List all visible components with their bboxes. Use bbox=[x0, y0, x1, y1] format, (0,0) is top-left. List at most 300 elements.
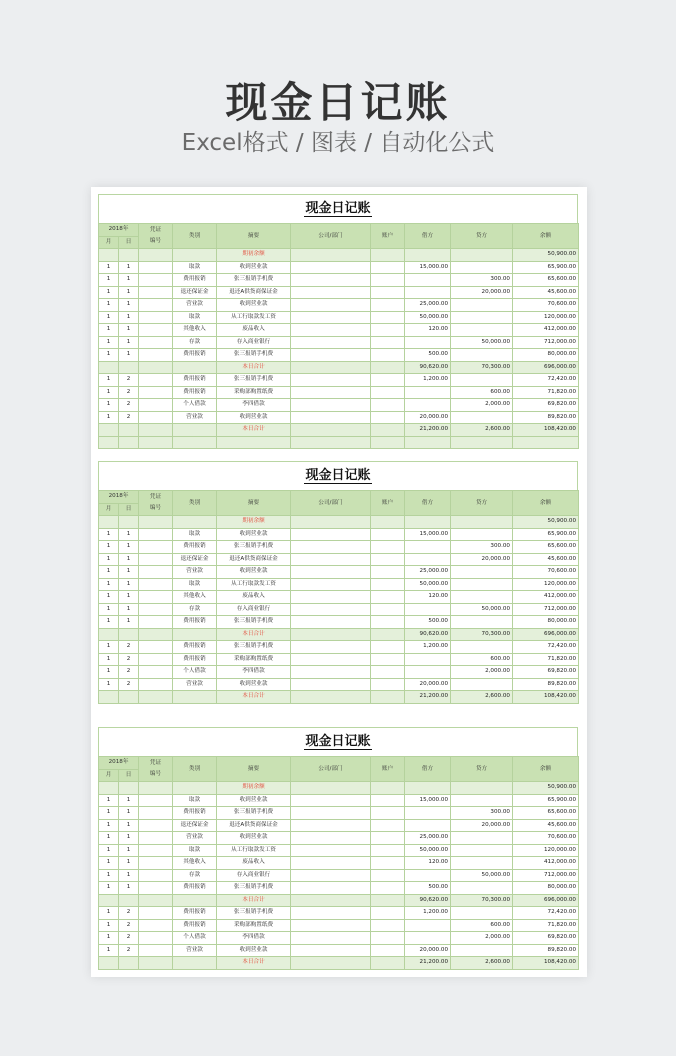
cell-voucher bbox=[139, 832, 173, 845]
cell-debit bbox=[405, 807, 451, 820]
cell-balance: 50,900.00 bbox=[513, 249, 579, 262]
cell-category bbox=[173, 628, 217, 641]
cell-balance: 65,900.00 bbox=[513, 261, 579, 274]
cell-voucher bbox=[139, 628, 173, 641]
cell-voucher bbox=[139, 882, 173, 895]
cell-company bbox=[291, 794, 371, 807]
cell-account bbox=[371, 857, 405, 870]
cell-balance: 712,000.00 bbox=[513, 336, 579, 349]
cell-summary: 张三报销手机费 bbox=[217, 807, 291, 820]
cell-category: 取款 bbox=[173, 794, 217, 807]
cell-credit bbox=[451, 616, 513, 629]
table-row bbox=[99, 566, 579, 579]
table-row bbox=[99, 541, 579, 554]
cell-voucher bbox=[139, 807, 173, 820]
header-month: 月 bbox=[99, 769, 119, 782]
cell-account bbox=[371, 361, 405, 374]
table-row bbox=[99, 324, 579, 337]
cell-month: 1 bbox=[99, 616, 119, 629]
cell-account bbox=[371, 591, 405, 604]
cell-balance bbox=[513, 436, 579, 449]
cell-month bbox=[99, 894, 119, 907]
cell-category: 费用报销 bbox=[173, 616, 217, 629]
cell-account bbox=[371, 261, 405, 274]
cell-day: 2 bbox=[119, 411, 139, 424]
cell-category: 退还保证金 bbox=[173, 553, 217, 566]
cell-month: 1 bbox=[99, 336, 119, 349]
header-company: 公司/部门 bbox=[291, 224, 371, 249]
cell-debit bbox=[405, 782, 451, 795]
cell-debit: 15,000.00 bbox=[405, 528, 451, 541]
table-row bbox=[99, 907, 579, 920]
cell-day: 2 bbox=[119, 399, 139, 412]
table-row bbox=[99, 832, 579, 845]
table-row bbox=[99, 603, 579, 616]
opening-balance-row bbox=[99, 516, 579, 529]
cell-balance: 69,820.00 bbox=[513, 666, 579, 679]
cell-summary: 从工行取款发工资 bbox=[217, 578, 291, 591]
sheet-title bbox=[98, 727, 578, 756]
ledger-table bbox=[98, 490, 579, 704]
cell-day: 1 bbox=[119, 882, 139, 895]
cell-credit bbox=[451, 261, 513, 274]
cell-day: 2 bbox=[119, 932, 139, 945]
cell-voucher bbox=[139, 794, 173, 807]
cell-day: 1 bbox=[119, 349, 139, 362]
table-row bbox=[99, 336, 579, 349]
cell-debit: 50,000.00 bbox=[405, 578, 451, 591]
cell-day: 1 bbox=[119, 553, 139, 566]
cell-day: 1 bbox=[119, 844, 139, 857]
cell-month: 1 bbox=[99, 286, 119, 299]
cell-day: 2 bbox=[119, 386, 139, 399]
cell-account bbox=[371, 324, 405, 337]
cell-voucher bbox=[139, 616, 173, 629]
cell-account bbox=[371, 819, 405, 832]
cell-day bbox=[119, 424, 139, 437]
cell-day bbox=[119, 361, 139, 374]
cell-balance: 120,000.00 bbox=[513, 578, 579, 591]
table-row bbox=[99, 882, 579, 895]
cell-voucher bbox=[139, 678, 173, 691]
header-month: 月 bbox=[99, 503, 119, 516]
cell-credit bbox=[451, 678, 513, 691]
cell-balance: 72,420.00 bbox=[513, 641, 579, 654]
cell-voucher bbox=[139, 666, 173, 679]
table-row bbox=[99, 299, 579, 312]
cell-day: 1 bbox=[119, 591, 139, 604]
cell-day: 1 bbox=[119, 832, 139, 845]
cell-day: 2 bbox=[119, 653, 139, 666]
cell-debit bbox=[405, 286, 451, 299]
cell-category: 退还保证金 bbox=[173, 819, 217, 832]
cell-month: 1 bbox=[99, 299, 119, 312]
cell-category bbox=[173, 361, 217, 374]
cell-month: 1 bbox=[99, 578, 119, 591]
daily-total-row bbox=[99, 691, 579, 704]
cell-credit: 2,000.00 bbox=[451, 399, 513, 412]
cell-summary: 本日合计 bbox=[217, 361, 291, 374]
header-voucher-line2: 编号 bbox=[149, 238, 162, 244]
cell-company bbox=[291, 399, 371, 412]
cell-account bbox=[371, 311, 405, 324]
cell-month: 1 bbox=[99, 261, 119, 274]
cell-credit bbox=[451, 641, 513, 654]
cell-credit bbox=[451, 782, 513, 795]
cell-credit: 70,300.00 bbox=[451, 894, 513, 907]
cell-month: 1 bbox=[99, 349, 119, 362]
header-voucher-line2: 编号 bbox=[149, 771, 162, 777]
cell-category: 存款 bbox=[173, 603, 217, 616]
cell-summary: 张三报销手机费 bbox=[217, 349, 291, 362]
cell-company bbox=[291, 386, 371, 399]
cell-voucher bbox=[139, 399, 173, 412]
cell-company bbox=[291, 907, 371, 920]
header-company: 公司/部门 bbox=[291, 491, 371, 516]
cell-company bbox=[291, 349, 371, 362]
cell-day: 1 bbox=[119, 616, 139, 629]
cell-month: 1 bbox=[99, 857, 119, 870]
cell-summary: 退还A供货商保证金 bbox=[217, 286, 291, 299]
table-row bbox=[99, 919, 579, 932]
cell-day: 2 bbox=[119, 944, 139, 957]
header-category: 类别 bbox=[173, 757, 217, 782]
table-row bbox=[99, 944, 579, 957]
cell-balance: 696,000.00 bbox=[513, 628, 579, 641]
cell-voucher bbox=[139, 957, 173, 970]
cell-company bbox=[291, 274, 371, 287]
sheet-title bbox=[98, 461, 578, 490]
ledger-sheet-1 bbox=[98, 194, 578, 449]
header-debit: 借方 bbox=[405, 224, 451, 249]
cell-day: 1 bbox=[119, 286, 139, 299]
cell-account bbox=[371, 794, 405, 807]
cell-category bbox=[173, 249, 217, 262]
cell-category bbox=[173, 516, 217, 529]
header-voucher bbox=[139, 224, 173, 249]
cell-account bbox=[371, 691, 405, 704]
cell-debit: 21,200.00 bbox=[405, 957, 451, 970]
cell-category: 存款 bbox=[173, 336, 217, 349]
cell-summary: 收到营业款 bbox=[217, 678, 291, 691]
sheet-title bbox=[98, 194, 578, 223]
cell-credit bbox=[451, 591, 513, 604]
cell-credit bbox=[451, 844, 513, 857]
cell-debit bbox=[405, 653, 451, 666]
header-summary: 摘要 bbox=[217, 491, 291, 516]
cell-debit: 25,000.00 bbox=[405, 566, 451, 579]
header-account: 账户 bbox=[371, 491, 405, 516]
header-year: 2018年 bbox=[99, 491, 139, 504]
header-balance: 余额 bbox=[513, 491, 579, 516]
cell-debit: 50,000.00 bbox=[405, 311, 451, 324]
cell-voucher bbox=[139, 261, 173, 274]
cell-account bbox=[371, 411, 405, 424]
cell-company bbox=[291, 932, 371, 945]
cell-voucher bbox=[139, 249, 173, 262]
cell-day: 1 bbox=[119, 578, 139, 591]
cell-debit: 1,200.00 bbox=[405, 641, 451, 654]
cell-debit: 1,200.00 bbox=[405, 907, 451, 920]
table-row bbox=[99, 311, 579, 324]
cell-month: 1 bbox=[99, 566, 119, 579]
cell-balance: 69,820.00 bbox=[513, 399, 579, 412]
cell-day bbox=[119, 436, 139, 449]
cell-company bbox=[291, 782, 371, 795]
cell-day: 1 bbox=[119, 274, 139, 287]
cell-month: 1 bbox=[99, 541, 119, 554]
cell-balance: 120,000.00 bbox=[513, 844, 579, 857]
cell-summary: 李四借款 bbox=[217, 932, 291, 945]
cell-debit: 500.00 bbox=[405, 349, 451, 362]
table-row bbox=[99, 399, 579, 412]
cell-debit: 90,620.00 bbox=[405, 894, 451, 907]
cell-debit bbox=[405, 436, 451, 449]
table-row bbox=[99, 386, 579, 399]
cell-voucher bbox=[139, 653, 173, 666]
cell-month: 1 bbox=[99, 374, 119, 387]
cell-balance: 45,600.00 bbox=[513, 819, 579, 832]
cell-month: 1 bbox=[99, 844, 119, 857]
cell-debit: 25,000.00 bbox=[405, 299, 451, 312]
cell-debit: 21,200.00 bbox=[405, 424, 451, 437]
cell-balance: 45,600.00 bbox=[513, 286, 579, 299]
cell-voucher bbox=[139, 566, 173, 579]
cell-account bbox=[371, 274, 405, 287]
cell-voucher bbox=[139, 944, 173, 957]
ledger-table bbox=[98, 223, 579, 449]
hero-subtitle: Excel格式 / 图表 / 自动化公式 bbox=[181, 130, 495, 156]
cell-voucher bbox=[139, 553, 173, 566]
header-month: 月 bbox=[99, 236, 119, 249]
cell-balance: 72,420.00 bbox=[513, 907, 579, 920]
cell-month: 1 bbox=[99, 399, 119, 412]
cell-credit: 600.00 bbox=[451, 919, 513, 932]
cell-day: 1 bbox=[119, 336, 139, 349]
cell-balance: 80,000.00 bbox=[513, 616, 579, 629]
header-voucher bbox=[139, 757, 173, 782]
cell-company bbox=[291, 249, 371, 262]
cell-voucher bbox=[139, 541, 173, 554]
cell-category: 取款 bbox=[173, 261, 217, 274]
cell-debit: 90,620.00 bbox=[405, 361, 451, 374]
cell-balance: 712,000.00 bbox=[513, 869, 579, 882]
cell-day: 1 bbox=[119, 857, 139, 870]
cell-summary: 李四借款 bbox=[217, 399, 291, 412]
cell-balance: 70,600.00 bbox=[513, 299, 579, 312]
cell-month: 1 bbox=[99, 932, 119, 945]
cell-credit: 2,000.00 bbox=[451, 666, 513, 679]
table-row bbox=[99, 411, 579, 424]
cell-month bbox=[99, 628, 119, 641]
cell-summary: 张三报销手机费 bbox=[217, 374, 291, 387]
cell-summary: 张三报销手机费 bbox=[217, 616, 291, 629]
cell-day bbox=[119, 957, 139, 970]
cell-account bbox=[371, 678, 405, 691]
cell-category: 个人借款 bbox=[173, 666, 217, 679]
cell-company bbox=[291, 819, 371, 832]
cell-debit bbox=[405, 516, 451, 529]
cell-credit: 300.00 bbox=[451, 807, 513, 820]
cell-company bbox=[291, 641, 371, 654]
cell-account bbox=[371, 249, 405, 262]
cell-account bbox=[371, 336, 405, 349]
cell-credit: 50,000.00 bbox=[451, 869, 513, 882]
cell-debit bbox=[405, 869, 451, 882]
cell-month bbox=[99, 957, 119, 970]
cell-category: 费用报销 bbox=[173, 641, 217, 654]
cell-day: 1 bbox=[119, 819, 139, 832]
cell-month: 1 bbox=[99, 794, 119, 807]
cell-month: 1 bbox=[99, 528, 119, 541]
cell-category bbox=[173, 436, 217, 449]
header-debit: 借方 bbox=[405, 757, 451, 782]
cell-month: 1 bbox=[99, 553, 119, 566]
table-row bbox=[99, 274, 579, 287]
cell-month: 1 bbox=[99, 907, 119, 920]
table-row bbox=[99, 807, 579, 820]
cell-credit bbox=[451, 578, 513, 591]
cell-balance: 696,000.00 bbox=[513, 361, 579, 374]
cell-category: 费用报销 bbox=[173, 386, 217, 399]
cell-account bbox=[371, 399, 405, 412]
cell-debit: 20,000.00 bbox=[405, 411, 451, 424]
cell-debit: 1,200.00 bbox=[405, 374, 451, 387]
cell-category: 退还保证金 bbox=[173, 286, 217, 299]
cell-category: 其他收入 bbox=[173, 591, 217, 604]
cell-month bbox=[99, 436, 119, 449]
cell-summary: 收到营业款 bbox=[217, 528, 291, 541]
cell-company bbox=[291, 653, 371, 666]
cell-day: 1 bbox=[119, 261, 139, 274]
cell-month bbox=[99, 249, 119, 262]
cell-voucher bbox=[139, 411, 173, 424]
cell-credit: 50,000.00 bbox=[451, 603, 513, 616]
cell-credit bbox=[451, 374, 513, 387]
cell-category: 费用报销 bbox=[173, 541, 217, 554]
cell-account bbox=[371, 386, 405, 399]
cell-account bbox=[371, 603, 405, 616]
cell-credit: 20,000.00 bbox=[451, 553, 513, 566]
cell-day bbox=[119, 894, 139, 907]
header-account: 账户 bbox=[371, 757, 405, 782]
cell-day: 1 bbox=[119, 794, 139, 807]
cell-summary: 退还A供货商保证金 bbox=[217, 553, 291, 566]
cell-credit: 20,000.00 bbox=[451, 286, 513, 299]
table-row bbox=[99, 678, 579, 691]
header-credit: 贷方 bbox=[451, 224, 513, 249]
table-row bbox=[99, 857, 579, 870]
cell-credit bbox=[451, 794, 513, 807]
cell-account bbox=[371, 882, 405, 895]
cell-account bbox=[371, 807, 405, 820]
cell-debit: 120.00 bbox=[405, 857, 451, 870]
cell-account bbox=[371, 919, 405, 932]
cell-balance: 65,900.00 bbox=[513, 794, 579, 807]
cell-credit: 300.00 bbox=[451, 541, 513, 554]
header-voucher-line1: 凭证 bbox=[149, 227, 162, 233]
cell-summary: 收到营业款 bbox=[217, 794, 291, 807]
cell-voucher bbox=[139, 844, 173, 857]
header-year: 2018年 bbox=[99, 757, 139, 770]
cell-credit: 300.00 bbox=[451, 274, 513, 287]
cell-balance: 89,820.00 bbox=[513, 678, 579, 691]
cell-credit: 70,300.00 bbox=[451, 361, 513, 374]
table-row bbox=[99, 819, 579, 832]
cell-balance: 712,000.00 bbox=[513, 603, 579, 616]
cell-debit bbox=[405, 541, 451, 554]
cell-summary: 张三报销手机费 bbox=[217, 641, 291, 654]
cell-debit bbox=[405, 553, 451, 566]
table-row bbox=[99, 591, 579, 604]
header-voucher bbox=[139, 491, 173, 516]
cell-company bbox=[291, 516, 371, 529]
cell-balance: 108,420.00 bbox=[513, 424, 579, 437]
cell-summary: 收到营业款 bbox=[217, 411, 291, 424]
cell-company bbox=[291, 616, 371, 629]
cell-company bbox=[291, 591, 371, 604]
cell-category: 费用报销 bbox=[173, 349, 217, 362]
cell-account bbox=[371, 844, 405, 857]
cell-debit: 25,000.00 bbox=[405, 832, 451, 845]
opening-balance-row bbox=[99, 249, 579, 262]
cell-summary: 废品收入 bbox=[217, 591, 291, 604]
cell-voucher bbox=[139, 641, 173, 654]
cell-category: 费用报销 bbox=[173, 374, 217, 387]
cell-account bbox=[371, 907, 405, 920]
cell-balance: 50,900.00 bbox=[513, 782, 579, 795]
cell-summary: 采购部购置纸费 bbox=[217, 386, 291, 399]
cell-debit bbox=[405, 666, 451, 679]
cell-debit bbox=[405, 336, 451, 349]
cell-balance: 65,600.00 bbox=[513, 541, 579, 554]
cell-day: 2 bbox=[119, 641, 139, 654]
header-day: 日 bbox=[119, 503, 139, 516]
cell-account bbox=[371, 374, 405, 387]
table-row bbox=[99, 261, 579, 274]
cell-credit bbox=[451, 311, 513, 324]
cell-month: 1 bbox=[99, 944, 119, 957]
cell-account bbox=[371, 894, 405, 907]
sheet-title-text: 现金日记账 bbox=[305, 201, 371, 216]
ledger-sheet-3 bbox=[98, 727, 578, 970]
header-voucher-line1: 凭证 bbox=[149, 494, 162, 500]
cell-company bbox=[291, 528, 371, 541]
cell-category: 费用报销 bbox=[173, 653, 217, 666]
cell-account bbox=[371, 641, 405, 654]
cell-credit: 70,300.00 bbox=[451, 628, 513, 641]
cell-category: 营业款 bbox=[173, 944, 217, 957]
cell-company bbox=[291, 919, 371, 932]
cell-account bbox=[371, 286, 405, 299]
header-credit: 贷方 bbox=[451, 491, 513, 516]
cell-summary: 张三报销手机费 bbox=[217, 541, 291, 554]
cell-company bbox=[291, 957, 371, 970]
cell-debit: 500.00 bbox=[405, 616, 451, 629]
cell-voucher bbox=[139, 516, 173, 529]
cell-day: 1 bbox=[119, 299, 139, 312]
cell-debit: 50,000.00 bbox=[405, 844, 451, 857]
cell-voucher bbox=[139, 819, 173, 832]
cell-category: 个人借款 bbox=[173, 399, 217, 412]
header-year: 2018年 bbox=[99, 224, 139, 237]
cell-balance: 412,000.00 bbox=[513, 591, 579, 604]
cell-voucher bbox=[139, 349, 173, 362]
header-summary: 摘要 bbox=[217, 757, 291, 782]
cell-summary: 废品收入 bbox=[217, 324, 291, 337]
cell-company bbox=[291, 566, 371, 579]
cell-voucher bbox=[139, 286, 173, 299]
